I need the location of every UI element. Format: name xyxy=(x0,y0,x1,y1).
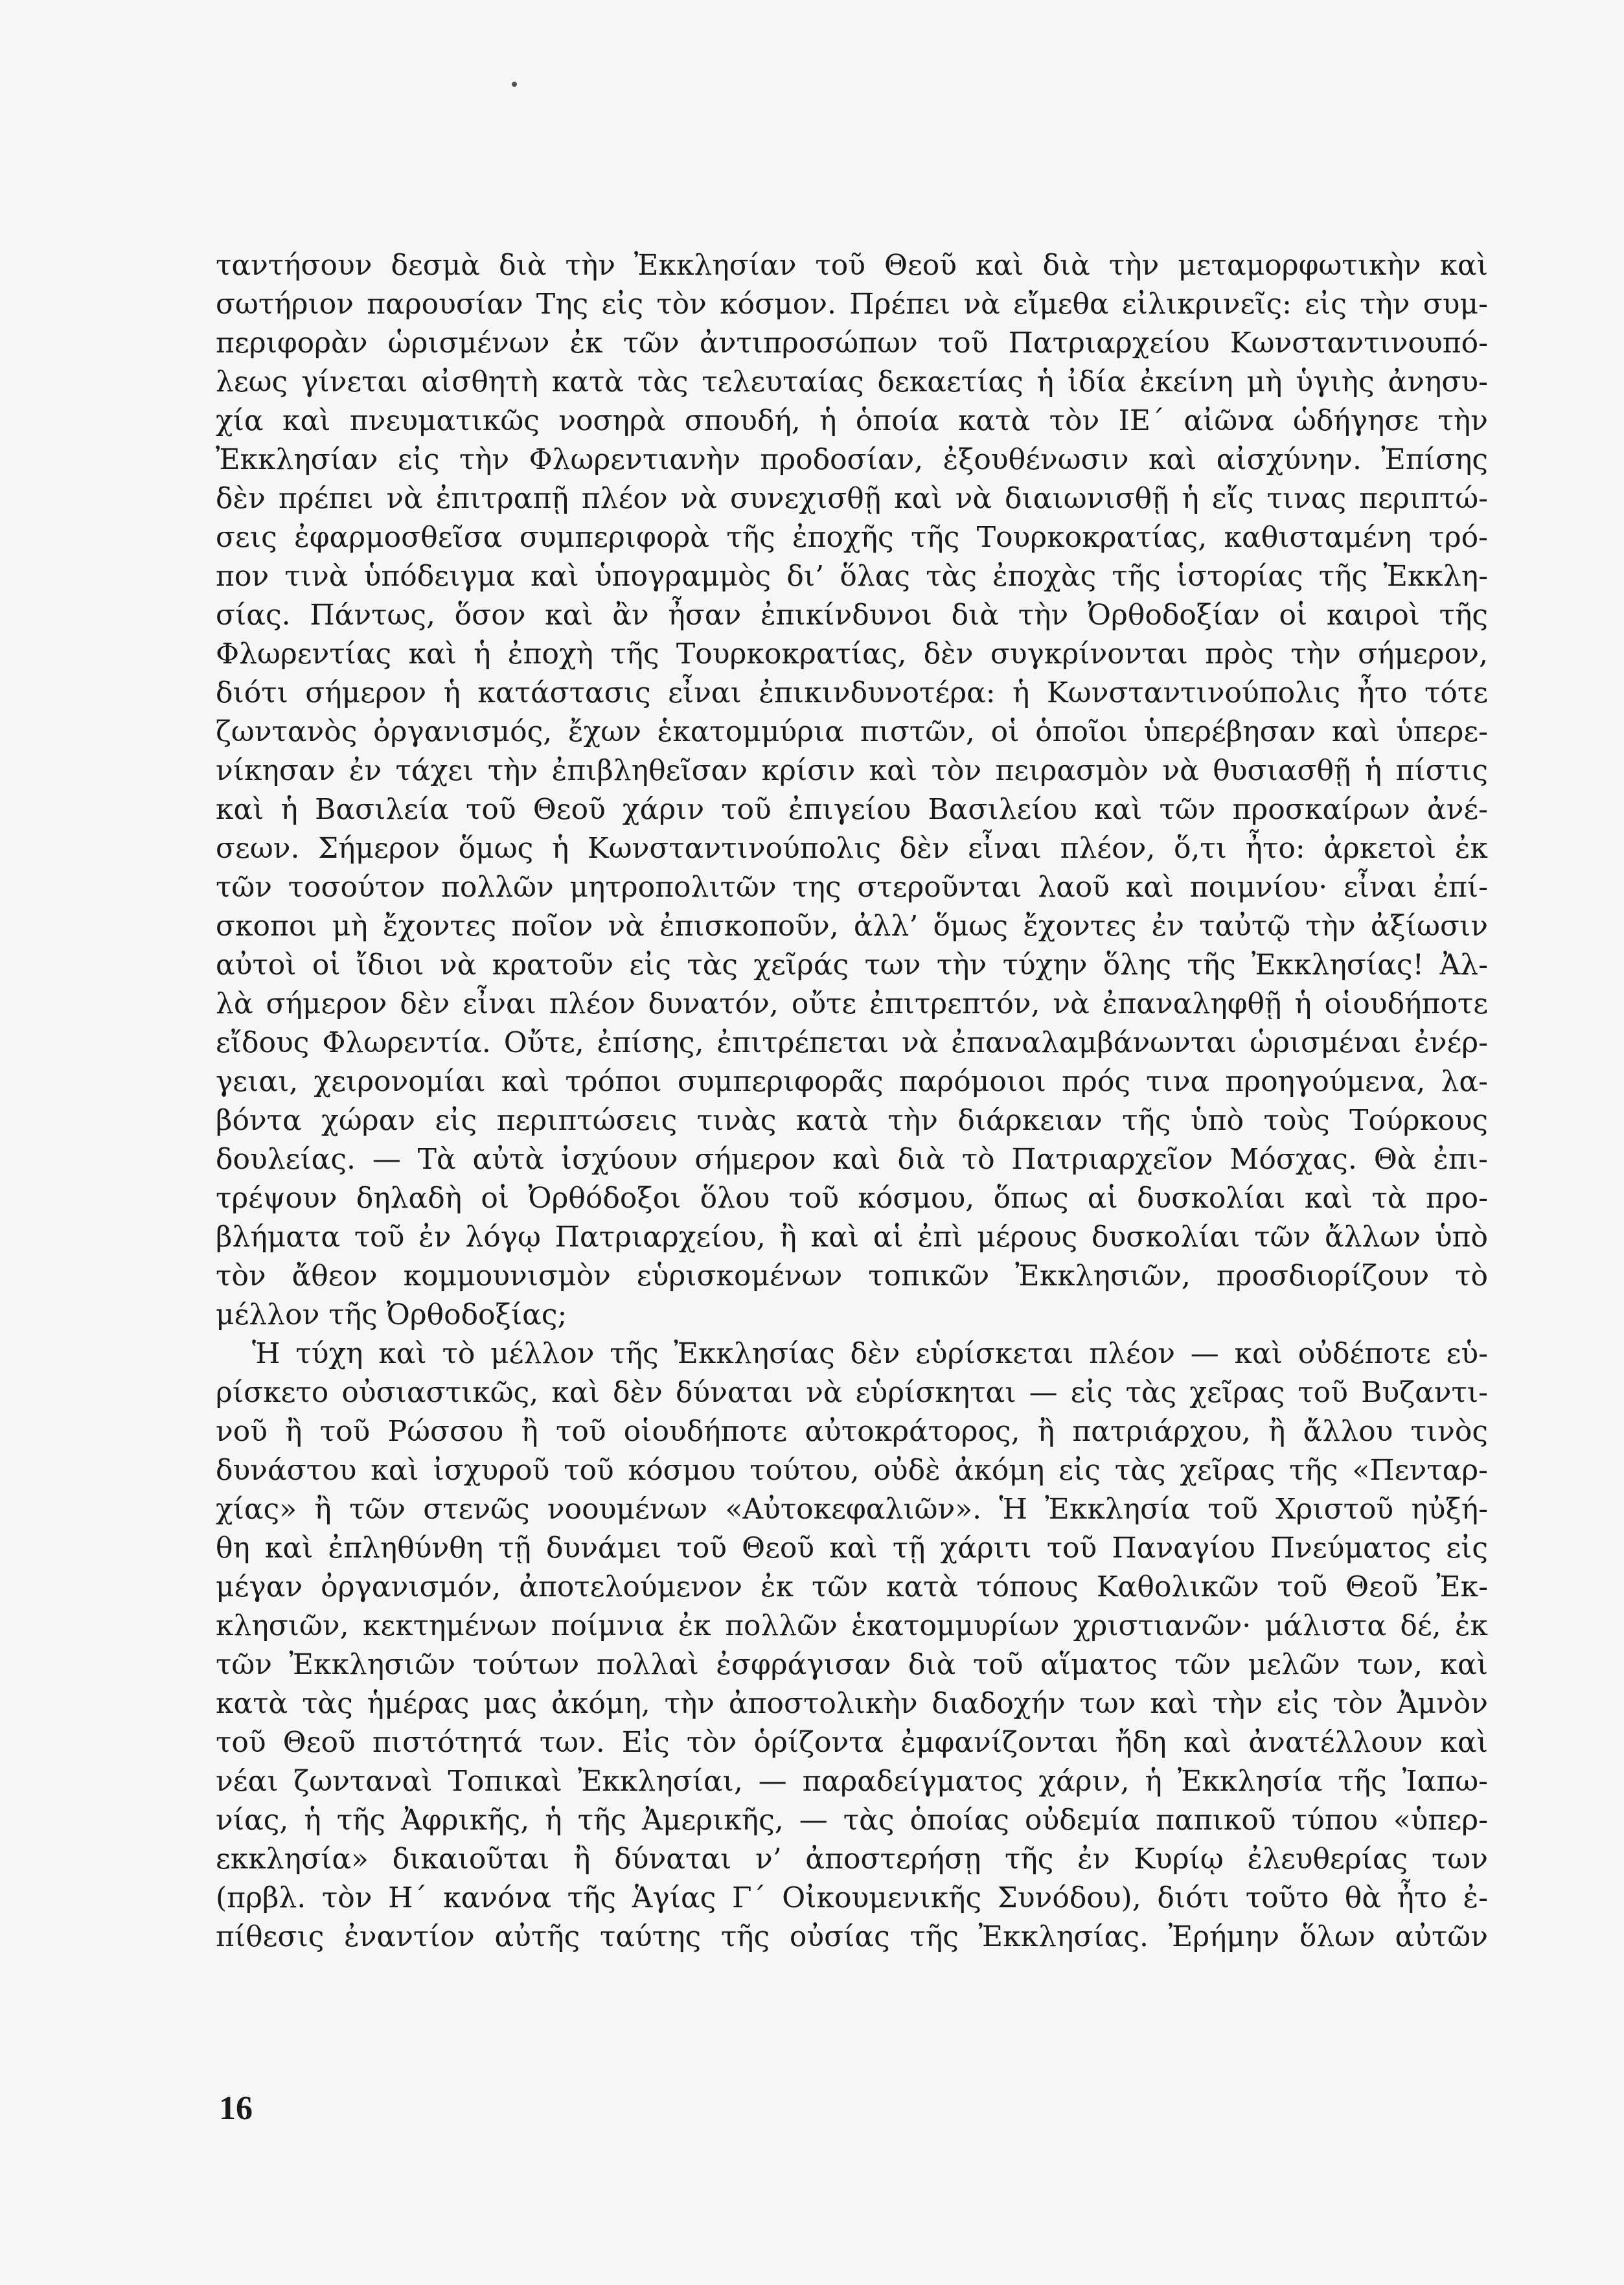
paragraph-end-line: μέλλον τῆς Ὀρθοδοξίας; xyxy=(216,1298,567,1331)
text-line: Ἐκκλησίαν εἰς τὴν Φλωρεντιανὴν προδοσίαν, ἐξουθένωσιν καὶ αἰσχύνην. Ἐπίσης xyxy=(216,443,1488,476)
text-line: σκοποι μὴ ἔχοντες ποῖον νὰ ἐπισκοποῦν, ἀλλ’ ὅμως ἔχοντες ἐν ταὐτῷ τὴν ἀξίωσιν xyxy=(216,910,1488,943)
text-line: δουλείας. — Τὰ αὐτὰ ἰσχύουν σήμερον καὶ διὰ τὸ Πατριαρχεῖον Μόσχας. Θὰ ἐπι- xyxy=(216,1143,1488,1176)
text-line: βόντα χώραν εἰς περιπτώσεις τινὰς κατὰ τὴν διάρκειαν τῆς ὑπὸ τοὺς Τούρκους xyxy=(216,1104,1488,1137)
text-line: καὶ ἡ Βασιλεία τοῦ Θεοῦ χάριν τοῦ ἐπιγείου Βασιλείου καὶ τῶν προσκαίρων ἀνέ- xyxy=(216,793,1488,826)
text-line: λεως γίνεται αἰσθητὴ κατὰ τὰς τελευταίας δεκαετίας ἡ ἰδία ἐκείνη μὴ ὑγιὴς ἀνησυ- xyxy=(216,365,1488,398)
text-line: δὲν πρέπει νὰ ἐπιτραπῇ πλέον νὰ συνεχισθῇ καὶ νὰ διαιωνισθῇ ἡ εἴς τινας περιπτώ- xyxy=(216,482,1488,515)
text-line: κατὰ τὰς ἡμέρας μας ἀκόμη, τὴν ἀποστολικὴν διαδοχήν των καὶ τὴν εἰς τὸν Ἀμνὸν xyxy=(216,1687,1488,1720)
text-line: σεις ἐφαρμοσθεῖσα συμπεριφορὰ τῆς ἐποχῆς τῆς Τουρκοκρατίας, καθισταμένη τρό- xyxy=(216,521,1488,554)
text-line: εκκλησία» δικαιοῦται ἢ δύναται ν’ ἀποστερήσῃ τῆς ἐν Κυρίῳ ἐλευθερίας των xyxy=(216,1843,1488,1876)
text-line: σίας. Πάντως, ὅσον καὶ ἂν ἦσαν ἐπικίνδυνοι διὰ τὴν Ὀρθοδοξίαν οἱ καιροὶ τῆς xyxy=(216,599,1488,632)
text-line: περιφορὰν ὡρισμένων ἐκ τῶν ἀντιπροσώπων τοῦ Πατριαρχείου Κωνσταντινουπό- xyxy=(216,327,1488,360)
text-line: νίκησαν ἐν τάχει τὴν ἐπιβληθεῖσαν κρίσιν καὶ τὸν πειρασμὸν νὰ θυσιασθῇ ἡ πίστις xyxy=(216,754,1488,787)
page-number: 16 xyxy=(219,2090,253,2127)
text-line: θη καὶ ἐπληθύνθη τῇ δυνάμει τοῦ Θεοῦ καὶ τῇ χάριτι τοῦ Παναγίου Πνεύματος εἰς xyxy=(216,1532,1488,1565)
text-line: νίας, ἡ τῆς Ἀφρικῆς, ἡ τῆς Ἀμερικῆς, — τὰς ὁποίας οὐδεμία παπικοῦ τύπου «ὑπερ- xyxy=(216,1804,1488,1837)
text-line: ζωντανὸς ὀργανισμός, ἔχων ἑκατομμύρια πιστῶν, οἱ ὁποῖοι ὑπερέβησαν καὶ ὑπερε- xyxy=(216,715,1488,748)
text-line: πίθεσις ἐναντίον αὐτῆς ταύτης τῆς οὐσίας τῆς Ἐκκλησίας. Ἐρήμην ὅλων αὐτῶν xyxy=(216,1920,1488,1953)
text-line: εἴδους Φλωρεντία. Οὔτε, ἐπίσης, ἐπιτρέπεται νὰ ἐπαναλαμβάνωνται ὡρισμέναι ἐνέρ- xyxy=(216,1026,1488,1059)
text-line: χία καὶ πνευματικῶς νοσηρὰ σπουδή, ἡ ὁποία κατὰ τὸν ΙΕ΄ αἰῶνα ὡδήγησε τὴν xyxy=(216,404,1488,437)
text-line: τρέψουν δηλαδὴ οἱ Ὀρθόδοξοι ὅλου τοῦ κόσμου, ὅπως αἱ δυσκολίαι καὶ τὰ προ- xyxy=(216,1182,1488,1215)
text-line: Φλωρεντίας καὶ ἡ ἐποχὴ τῆς Τουρκοκρατίας, δὲν συγκρίνονται πρὸς τὴν σήμερον, xyxy=(216,637,1488,671)
text-line: βλήματα τοῦ ἐν λόγῳ Πατριαρχείου, ἢ καὶ αἱ ἐπὶ μέρους δυσκολίαι τῶν ἄλλων ὑπὸ xyxy=(216,1221,1488,1254)
text-line: σεων. Σήμερον ὅμως ἡ Κωνσταντινούπολις δὲν εἶναι πλέον, ὅ,τι ἦτο: ἀρκετοὶ ἐκ xyxy=(216,832,1488,865)
body-text xyxy=(216,246,1488,1957)
text-line: γειαι, χειρονομίαι καὶ τρόποι συμπεριφορᾶς παρόμοιοι πρός τινα προηγούμενα, λα- xyxy=(216,1065,1488,1098)
text-line: (πρβλ. τὸν Η΄ κανόνα τῆς Ἁγίας Γ΄ Οἰκουμενικῆς Συνόδου), διότι τοῦτο θὰ ἦτο ἐ- xyxy=(216,1881,1488,1914)
text-line: τὸν ἄθεον κομμουνισμὸν εὑρισκομένων τοπικῶν Ἐκκλησιῶν, προσδιορίζουν τὸ xyxy=(216,1259,1488,1292)
text-line: μέγαν ὀργανισμόν, ἀποτελούμενον ἐκ τῶν κατὰ τόπους Καθολικῶν τοῦ Θεοῦ Ἐκ- xyxy=(216,1570,1488,1603)
paragraph-start-line: Ἡ τύχη καὶ τὸ μέλλον τῆς Ἐκκλησίας δὲν εὑρίσκεται πλέον — καὶ οὐδέποτε εὑ- xyxy=(252,1337,1488,1370)
text-line: ρίσκετο οὐσιαστικῶς, καὶ δὲν δύναται νὰ εὑρίσκηται — εἰς τὰς χεῖρας τοῦ Βυζαντι- xyxy=(216,1376,1488,1409)
text-line: κλησιῶν, κεκτημένων ποίμνια ἐκ πολλῶν ἑκατομμυρίων χριστιανῶν· μάλιστα δέ, ἐκ xyxy=(216,1609,1488,1642)
text-line: χίας» ἢ τῶν στενῶς νοουμένων «Αὐτοκεφαλιῶν». Ἡ Ἐκκλησία τοῦ Χριστοῦ ηὐξή- xyxy=(216,1493,1488,1526)
text-line: ταντήσουν δεσμὰ διὰ τὴν Ἐκκλησίαν τοῦ Θεοῦ καὶ διὰ τὴν μεταμορφωτικὴν καὶ xyxy=(216,249,1488,282)
text-line: λὰ σήμερον δὲν εἶναι πλέον δυνατόν, οὔτε ἐπιτρεπτόν, νὰ ἐπαναληφθῇ ἡ οἱουδήποτε xyxy=(216,987,1488,1020)
text-line: διότι σήμερον ἡ κατάστασις εἶναι ἐπικινδυνοτέρα: ἡ Κωνσταντινούπολις ἦτο τότε xyxy=(216,676,1488,709)
text-line: νέαι ζωνταναὶ Τοπικαὶ Ἐκκλησίαι, — παραδείγματος χάριν, ἡ Ἐκκλησία τῆς Ἰαπω- xyxy=(216,1765,1488,1798)
text-line: τῶν τοσούτον πολλῶν μητροπολιτῶν της στεροῦνται λαοῦ καὶ ποιμνίου· εἶναι ἐπί- xyxy=(216,871,1488,904)
text-line: σωτήριον παρουσίαν Της εἰς τὸν κόσμον. Πρέπει νὰ εἴμεθα εἰλικρινεῖς: εἰς τὴν συμ- xyxy=(216,288,1488,321)
text-line: νοῦ ἢ τοῦ Ρώσσου ἢ τοῦ οἱουδήποτε αὐτοκράτορος, ἢ πατριάρχου, ἢ ἄλλου τινὸς xyxy=(216,1415,1488,1448)
text-line: αὐτοὶ οἱ ἴδιοι νὰ κρατοῦν εἰς τὰς χεῖράς των τὴν τύχην ὅλης τῆς Ἐκκλησίας! Ἀλ- xyxy=(216,948,1488,982)
text-line: δυνάστου καὶ ἰσχυροῦ τοῦ κόσμου τούτου, οὐδὲ ἀκόμη εἰς τὰς χεῖρας τῆς «Πενταρ- xyxy=(216,1454,1488,1487)
text-line: τῶν Ἐκκλησιῶν τούτων πολλαὶ ἐσφράγισαν διὰ τοῦ αἵματος τῶν μελῶν των, καὶ xyxy=(216,1648,1488,1681)
ink-speck xyxy=(512,82,517,87)
text-line: τοῦ Θεοῦ πιστότητά των. Εἰς τὸν ὁρίζοντα ἐμφανίζονται ἤδη καὶ ἀνατέλλουν καὶ xyxy=(216,1726,1488,1759)
text-line: πον τινὰ ὑπόδειγμα καὶ ὑπογραμμὸς δι’ ὅλας τὰς ἐποχὰς τῆς ἱστορίας τῆς Ἐκκλη- xyxy=(216,560,1488,593)
